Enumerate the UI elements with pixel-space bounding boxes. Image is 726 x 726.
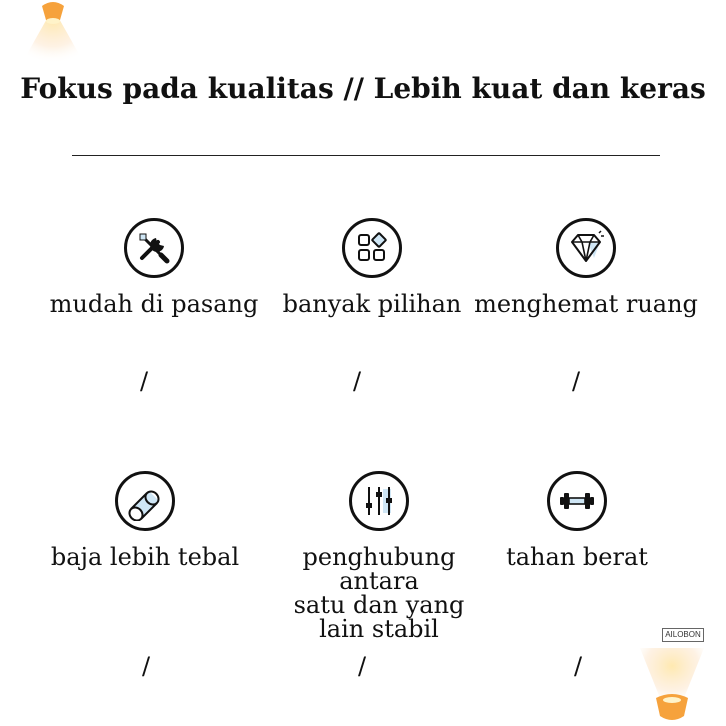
diamond-icon bbox=[556, 218, 616, 278]
feature-label: menghemat ruang bbox=[474, 290, 698, 318]
feature-item bbox=[457, 471, 697, 569]
feature-item bbox=[466, 218, 706, 316]
separator: / bbox=[574, 652, 583, 680]
feature-item bbox=[25, 471, 265, 569]
separator: / bbox=[358, 652, 367, 680]
feature-label: penghubung antara satu dan yang lain stabil bbox=[293, 543, 465, 643]
separator: / bbox=[353, 367, 362, 395]
tools-icon bbox=[124, 218, 184, 278]
steel-pipe-icon bbox=[115, 471, 175, 531]
sliders-icon bbox=[349, 471, 409, 531]
lamp-light-icon bbox=[630, 648, 714, 726]
separator: / bbox=[572, 367, 581, 395]
feature-label: baja lebih tebal bbox=[50, 543, 240, 571]
headline: Fokus pada kualitas // Lebih kuat dan keras bbox=[20, 72, 706, 105]
separator: / bbox=[140, 367, 149, 395]
lamp-light-icon bbox=[14, 0, 92, 70]
feature-label: mudah di pasang bbox=[49, 290, 259, 318]
feature-label: tahan berat bbox=[506, 543, 648, 571]
options-grid-icon bbox=[342, 218, 402, 278]
brand-logo: AILOBON bbox=[662, 628, 704, 642]
feature-label: banyak pilihan bbox=[282, 290, 462, 318]
divider bbox=[72, 155, 660, 156]
dumbbell-icon bbox=[547, 471, 607, 531]
separator: / bbox=[142, 652, 151, 680]
feature-item bbox=[252, 218, 492, 316]
feature-item bbox=[34, 218, 274, 316]
